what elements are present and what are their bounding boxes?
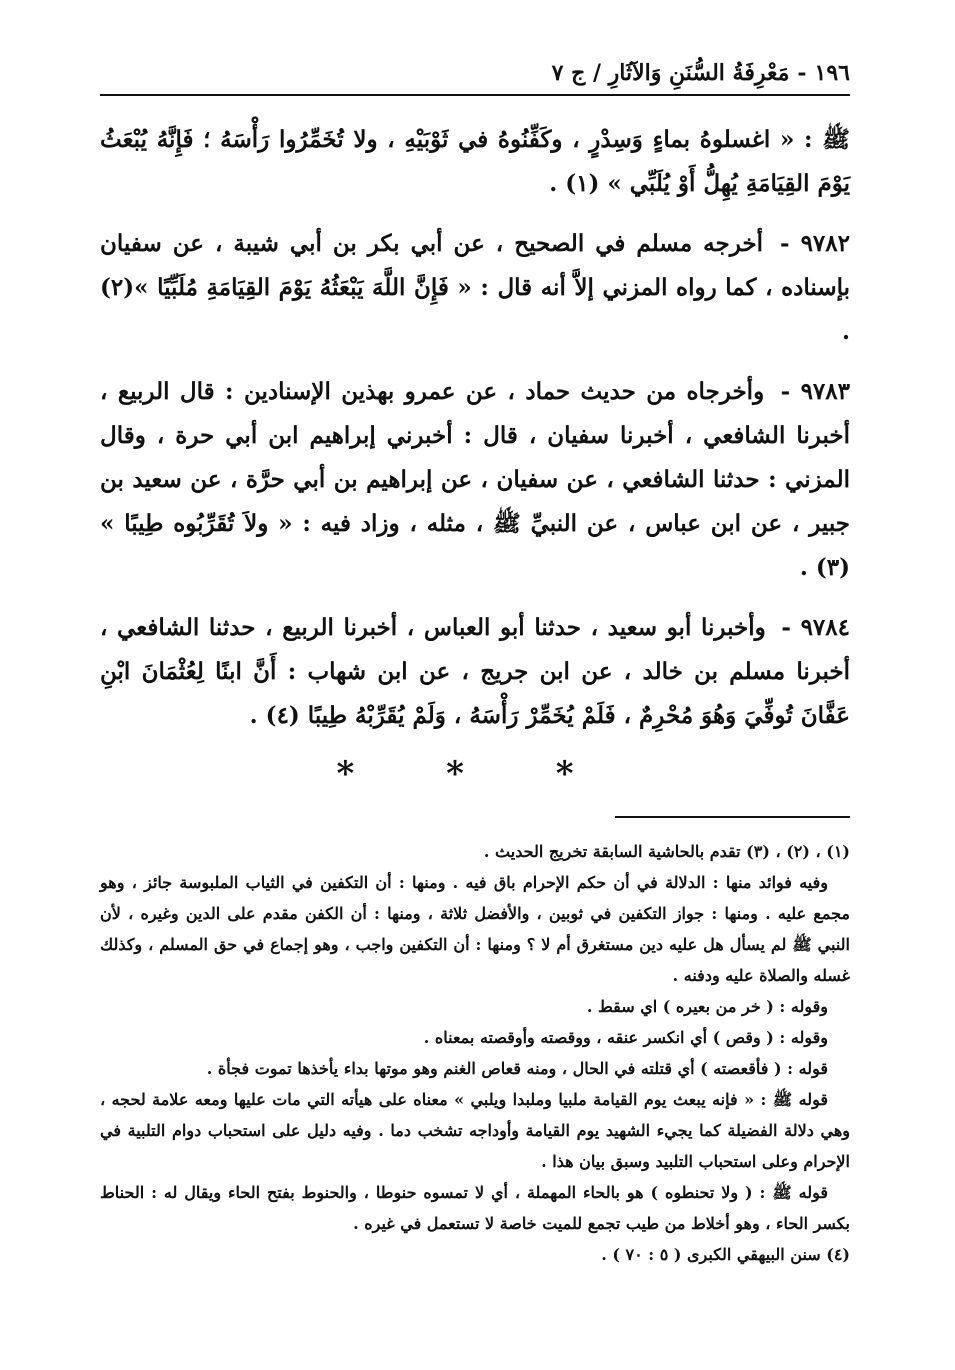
footnote-tuhannituhu: قوله ﷺ : ( ولا تحنطوه ) هو بالحاء المهملة ، أي لا تمسوه حنوطا ، والحنوط بفتح الحاء ويقال له : الحناط بكسر الحاء ، وهو أخلاط من طيب تجمع للميت خاصة لا تستعمل في غيره . bbox=[100, 1183, 850, 1233]
page-number: ١٩٦ bbox=[814, 60, 850, 86]
paragraph-9783 bbox=[100, 370, 850, 590]
paragraph-text: أخرجه مسلم في الصحيح ، عن أبي بكر بن أبي شيبة ، عن سفيان بإسناده ، كما رواه المزني إلاَّ أنه قال : « فَإِنَّ اللَّهَ يَبْعَثُهُ يَوْمَ القِيَامَةِ مُلَبِّيًا »(٢) . bbox=[100, 230, 850, 345]
section-separator-stars: * * * bbox=[336, 754, 614, 794]
header-separator: - bbox=[797, 60, 807, 86]
paragraph-number: ٩٧٨٣ - bbox=[780, 378, 850, 405]
footnotes bbox=[100, 836, 850, 1270]
paragraph-number: ٩٧٨٢ - bbox=[780, 230, 850, 257]
footnote-4: (٤) سنن البيهقي الكبرى ( ٥ : ٧٠ ) . bbox=[601, 1245, 850, 1264]
paragraph-number: ٩٧٨٤ - bbox=[781, 614, 850, 641]
main-text bbox=[100, 118, 850, 738]
paragraph-text: ﷺ : « اغسلوهُ بماءٍ وَسِدْرٍ ، وكَفِّنُوهُ في ثَوْبَيْهِ ، ولا تُخَمِّرُوا رَأْسَهُ ؛ فَإِنَّهُ يُبْعَثُ يَوْمَ القِيَامَةِ يُهِلُّ أَوْ يُلَبِّي » (١) . bbox=[100, 126, 850, 197]
footnote-waqs: وقوله : ( وقص ) أي انكسر عنقه ، ووقصته وأوقصته بمعناه . bbox=[423, 1028, 828, 1047]
paragraph-text: وأخبرنا أبو سعيد ، حدثنا أبو العباس ، أخبرنا الربيع ، حدثنا الشافعي ، أخبرنا مسلم بن خالد ، عن ابن جريج ، عن ابن شهاب : أَنَّ ابنًا لِعُثْمَانَ ابْنِ عَفَّانَ تُوفِّيَ وَهُوَ مُحْرِمٌ ، فَلَمْ يُخَمِّرْ رَأْسَهُ ، وَلَمْ يُقَرِّبْهُ طِيبًا (٤) . bbox=[100, 614, 850, 729]
paragraph-text: وأخرجاه من حديث حماد ، عن عمرو بهذين الإسنادين : قال الربيع ، أخبرنا الشافعي ، أخبرنا سفيان ، قال : أخبرني إبراهيم ابن أبي حرة ، وقال المزني : حدثنا الشافعي ، عن سفيان ، عن إبراهيم بن أبي حرَّة ، عن سعيد بن جبير ، عن ابن عباس ، عن النبيِّ ﷺ ، مثله ، وزاد فيه : « ولاَ تُقَرِّبُوه طِيبًا » (٣) . bbox=[100, 378, 850, 581]
footnote-benefits: وفيه فوائد منها : الدلالة في أن حكم الإحرام باق فيه . ومنها : أن التكفين في الثياب الملبوسة جائز ، وهو مجمع عليه . ومنها : جواز التكفين في ثوبين ، والأفضل ثلاثة ، ومنها : أن الكفن مقدم على الدين وغيره ، لأن النبي ﷺ لم يسأل هل عليه دين مستغرق أم لا ؟ ومنها : أن التكفين واجب ، وهو إجماع في حق المسلم ، وكذلك غسله والصلاة عليه ودفنه . bbox=[100, 873, 850, 985]
footnote-1-3: (١) ، (٢) ، (٣) تقدم بالحاشية السابقة تخريج الحديث . bbox=[483, 842, 850, 861]
footnote-aqaasat: قوله : ( فأقعصته ) أي قتلته في الحال ، ومنه قعاص الغنم وهو موتها بداء يأخذها تموت فجأة . bbox=[206, 1059, 828, 1078]
document-page bbox=[100, 60, 850, 1270]
paragraph-9784 bbox=[100, 606, 850, 738]
page-header bbox=[100, 60, 850, 90]
paragraph-9782 bbox=[100, 222, 850, 354]
header-rule bbox=[100, 94, 850, 96]
footnote-rule bbox=[615, 816, 850, 818]
paragraph-continuation bbox=[100, 118, 850, 206]
footnote-mulabbiyan: قوله ﷺ : « فإنه يبعث يوم القيامة ملبيا وملبدا ويلبي » معناه على هيأته التي مات عليها ومعه علامة لحجه ، وهي دلالة الفضيلة كما يجيء الشهيد يوم القيامة وأوداجه تشخب دما . وفيه دليل على استحباب دوام التلبية في الإحرام وعلى استحباب التلبيد وسبق بيان هذا . bbox=[100, 1090, 850, 1171]
footnote-kharra: وقوله : ( خر من بعيره ) اي سقط . bbox=[586, 997, 828, 1016]
book-title: مَعْرِفَةُ السُّنَنِ وَالآثَارِ / ج ٧ bbox=[551, 60, 790, 86]
